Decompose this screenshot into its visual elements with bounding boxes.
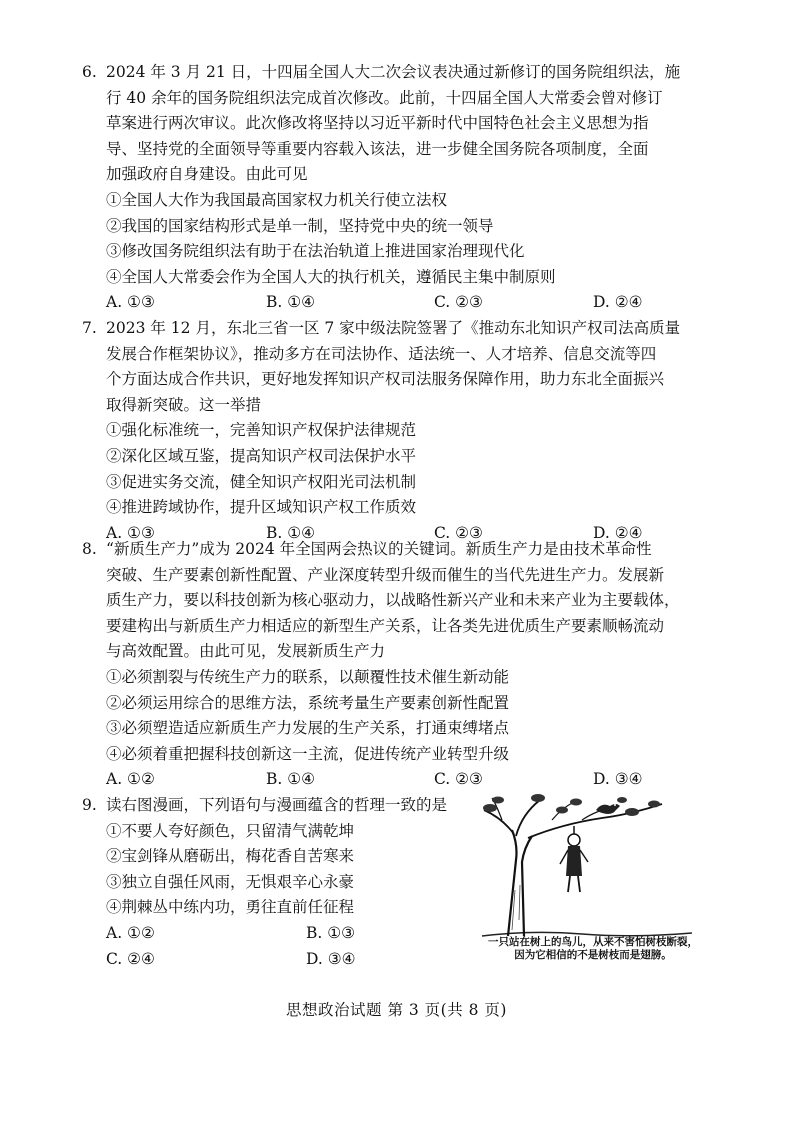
cartoon-illustration [462, 790, 724, 962]
stem-text: 行 40 余年的国务院组织法完成首次修改。此前，十四届全国人大常委会曾对修订 [106, 88, 663, 107]
option-c: C. ②③ [434, 523, 483, 542]
stem-text: 加强政府自身建设。由此可见 [106, 165, 308, 184]
question-7 [82, 316, 722, 546]
option-c: C. ②④ [106, 949, 155, 968]
stem-text: 发展合作框架协议》，推动多方在司法协作、适法统一、人才培养、信息交流等四 [106, 344, 657, 363]
choice-item: ③独立自强任风雨，无惧艰辛心永豪 [106, 872, 355, 891]
stem-text: 读右图漫画，下列语句与漫画蕴含的哲理一致的是 [106, 796, 448, 814]
answer-options [82, 947, 382, 973]
question-7-stem-line [82, 316, 722, 342]
option-b: B. ①③ [306, 923, 356, 942]
choice-item: ①不要人夸好颜色，只留清气满乾坤 [106, 821, 355, 840]
choice-item: ③促进实务交流，健全知识产权阳光司法机制 [106, 472, 417, 491]
option-a: A. ①② [106, 923, 155, 942]
stem-text: 个方面达成合作共识，更好地发挥知识产权司法服务保障作用，助力东北全面振兴 [106, 370, 665, 389]
question-number: 6. [82, 63, 97, 81]
option-d: D. ③④ [593, 770, 643, 789]
answer-options [82, 290, 722, 316]
caption-line: 一只站在树上的鸟儿，从来不害怕树枝断裂， [488, 936, 698, 948]
option-b: B. ①④ [266, 523, 316, 542]
stem-text: 要建构出与新质生产力相适应的新型生产关系，让各类先进优质生产要素顺畅流动 [106, 616, 665, 635]
choice-item: ②必须运用综合的思维方法，系统考量生产要素创新性配置 [106, 693, 510, 712]
choice-item: ④荆棘丛中练内功，勇往直前任征程 [106, 898, 355, 917]
tree-bird-cartoon [462, 790, 724, 940]
option-b: B. ①④ [266, 293, 316, 312]
stem-text: 草案进行两次审议。此次修改将坚持以习近平新时代中国特色社会主义思想为指 [106, 114, 649, 133]
page-footer: 思想政治试题 第 3 页(共 8 页) [286, 1001, 507, 1019]
stem-text: 突破、生产要素创新性配置、产业深度转型升级而催生的当代先进生产力。发展新 [106, 565, 665, 584]
choice-item: ④全国人大常委会作为全国人大的执行机关，遵循民主集中制原则 [106, 267, 556, 286]
choice-item: ③修改国务院组织法有助于在法治轨道上推进国家治理现代化 [106, 242, 525, 261]
stem-text: 取得新突破。这一举措 [106, 395, 262, 414]
stem-text: “新质生产力”成为 2024 年全国两会热议的关键词。新质生产力是由技术革命性 [106, 540, 652, 558]
choice-item: ①强化标准统一，完善知识产权保护法律规范 [106, 421, 417, 440]
choice-item: ④推进跨域协作，提升区域知识产权工作质效 [106, 498, 417, 517]
stem-text: 2023 年 12 月，东北三省一区 7 家中级法院签署了《推动东北知识产权司法高质量 [106, 319, 681, 337]
option-c: C. ②③ [434, 770, 483, 789]
question-6-stem-line [82, 60, 722, 86]
cartoon-caption [462, 936, 724, 962]
choice-item: ①全国人大作为我国最高国家权力机关行使立法权 [106, 190, 448, 209]
option-d: D. ②④ [593, 293, 643, 312]
question-9 [82, 793, 482, 972]
answer-options [82, 921, 382, 947]
stem-text: 2024 年 3 月 21 日，十四届全国人大二次会议表决通过新修订的国务院组织法，施 [106, 63, 681, 81]
choice-item: ①必须割裂与传统生产力的联系，以颠覆性技术催生新动能 [106, 667, 510, 686]
option-a: A. ①③ [106, 523, 155, 542]
question-number: 8. [82, 540, 97, 558]
choice-item: ④必须着重把握科技创新这一主流，促进传统产业转型升级 [106, 744, 510, 763]
caption-line: 因为它相信的不是树枝而是翅膀。 [514, 949, 672, 961]
option-d: D. ②④ [593, 523, 643, 542]
question-number: 7. [82, 319, 97, 337]
choice-item: ③必须塑造适应新质生产力发展的生产关系，打通束缚堵点 [106, 719, 510, 738]
stem-text: 质生产力，要以科技创新为核心驱动力，以战略性新兴产业和未来产业为主要载体， [106, 591, 680, 610]
choice-item: ②我国的国家结构形式是单一制，坚持党中央的统一领导 [106, 216, 494, 235]
question-9-stem-line [82, 793, 482, 819]
option-a: A. ①③ [106, 293, 155, 312]
option-c: C. ②③ [434, 293, 483, 312]
question-6 [82, 60, 722, 316]
option-b: B. ①④ [266, 770, 316, 789]
option-d: D. ③④ [306, 949, 356, 968]
option-a: A. ①② [106, 770, 155, 789]
choice-item: ②宝剑锋从磨砺出，梅花香自苦寒来 [106, 847, 355, 866]
question-8-stem-line [82, 537, 722, 563]
question-8 [82, 537, 722, 793]
choice-item: ②深化区域互鉴，提高知识产权司法保护水平 [106, 446, 417, 465]
stem-text: 与高效配置。由此可见，发展新质生产力 [106, 642, 386, 661]
question-number: 9. [82, 796, 97, 814]
stem-text: 导、坚持党的全面领导等重要内容载入该法，进一步健全国务院各项制度，全面 [106, 139, 649, 158]
